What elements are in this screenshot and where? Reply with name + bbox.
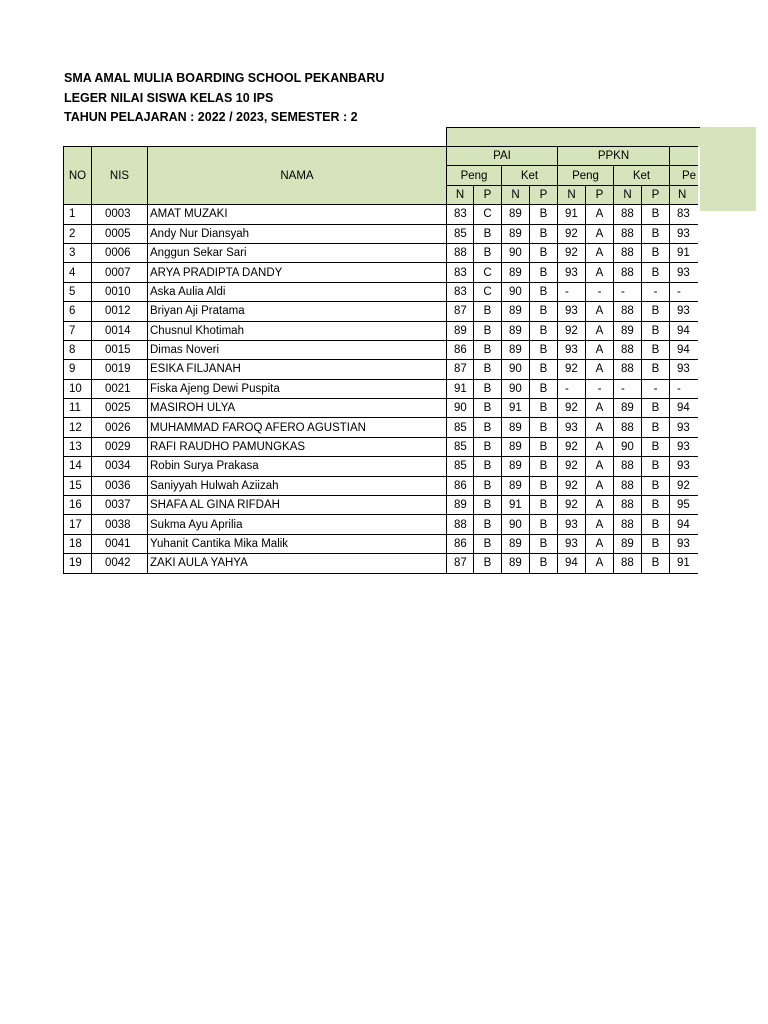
grade-predicate: B [530,496,558,515]
row-nis: 0014 [92,321,148,340]
grade-predicate: A [586,476,614,495]
grade-value: 91 [447,379,474,398]
grade-predicate: B [642,554,670,573]
grade-predicate: B [642,263,670,282]
row-nis: 0012 [92,302,148,321]
grade-value: 92 [558,224,586,243]
grade-value: 90 [502,282,530,301]
grade-value: 89 [502,418,530,437]
grade-value: 83 [447,205,474,224]
row-nis: 0038 [92,515,148,534]
grade-predicate: B [530,457,558,476]
row-nama: Aska Aulia Aldi [148,282,447,301]
grade-value: 92 [558,243,586,262]
grade-value: 93 [670,302,698,321]
grade-predicate: - [642,282,670,301]
grade-predicate: B [474,437,502,456]
table-row [64,243,698,262]
row-nama: Briyan Aji Pratama [148,302,447,321]
grade-predicate: B [530,321,558,340]
grade-value: 85 [447,457,474,476]
grade-value: 90 [502,379,530,398]
row-nama: ZAKI AULA YAHYA [148,554,447,573]
grade-value: 92 [558,399,586,418]
grade-value: 89 [502,534,530,553]
row-nama: ARYA PRADIPTA DANDY [148,263,447,282]
table-row [64,282,698,301]
grade-value: 89 [502,302,530,321]
grade-value: 88 [614,243,642,262]
grade-predicate: B [530,224,558,243]
row-nama: Yuhanit Cantika Mika Malik [148,534,447,553]
table-row [64,302,698,321]
grade-predicate: B [474,534,502,553]
grade-predicate: B [642,496,670,515]
grade-predicate: C [474,263,502,282]
header-band [446,127,700,147]
row-no: 1 [64,205,92,224]
grade-predicate: B [642,224,670,243]
grade-value: 94 [558,554,586,573]
grade-value: 94 [670,340,698,359]
table-row [64,418,698,437]
grade-value: 85 [447,224,474,243]
row-nama: MUHAMMAD FAROQ AFERO AGUSTIAN [148,418,447,437]
grade-predicate: B [530,554,558,573]
row-nama: MASIROH ULYA [148,399,447,418]
subject-header-pai: PAI [447,147,558,166]
table-row [64,263,698,282]
grade-predicate: - [642,379,670,398]
grade-predicate: B [642,534,670,553]
row-nis: 0041 [92,534,148,553]
row-nis: 0021 [92,379,148,398]
table-row [64,534,698,553]
grade-value: 93 [558,534,586,553]
grade-value: 92 [558,496,586,515]
grade-predicate: B [474,515,502,534]
grade-value: 93 [670,418,698,437]
table-row [64,321,698,340]
grade-predicate: A [586,457,614,476]
row-nis: 0005 [92,224,148,243]
grade-predicate: B [530,437,558,456]
np-header: P [642,185,670,204]
row-nis: 0025 [92,399,148,418]
grade-predicate: B [642,243,670,262]
grade-value: 90 [502,243,530,262]
row-nama: Robin Surya Prakasa [148,457,447,476]
row-no: 6 [64,302,92,321]
grade-predicate: B [530,399,558,418]
grade-value: 88 [614,554,642,573]
report-title: LEGER NILAI SISWA KELAS 10 IPS [64,90,274,105]
grade-value: 91 [670,554,698,573]
grade-value: 94 [670,321,698,340]
grade-predicate: B [642,476,670,495]
grade-value: 88 [614,205,642,224]
table-row [64,360,698,379]
grade-predicate: - [586,379,614,398]
col-header-no: NO [64,147,92,205]
grade-value: 89 [502,554,530,573]
row-no: 7 [64,321,92,340]
grade-sheet [63,127,700,579]
grade-value: 93 [558,340,586,359]
np-header: P [586,185,614,204]
grade-value: 90 [502,360,530,379]
grade-value: 89 [502,340,530,359]
subject-header-ppkn: PPKN [558,147,670,166]
grade-value: 88 [614,457,642,476]
row-no: 17 [64,515,92,534]
grade-value: - [614,379,642,398]
grade-predicate: B [474,243,502,262]
grade-predicate: B [642,418,670,437]
grade-value: 93 [670,360,698,379]
grade-value: 94 [670,515,698,534]
academic-year: TAHUN PELAJARAN : 2022 / 2023, SEMESTER : 2 [64,110,358,124]
grade-value: 86 [447,340,474,359]
row-nama: Chusnul Khotimah [148,321,447,340]
header-band-overflow [700,127,756,211]
grade-value: 90 [502,515,530,534]
grade-predicate: B [530,418,558,437]
grade-value: - [670,379,698,398]
grade-value: 89 [502,205,530,224]
grade-value: 91 [558,205,586,224]
row-no: 16 [64,496,92,515]
grade-value: 89 [614,321,642,340]
grade-value: 87 [447,554,474,573]
grade-predicate: B [474,476,502,495]
grade-predicate: C [474,205,502,224]
grade-value: 88 [614,360,642,379]
grade-predicate: B [642,457,670,476]
subheader-pe: Pe [670,166,698,185]
grade-predicate: A [586,496,614,515]
grade-value: 93 [558,515,586,534]
grade-value: 89 [447,496,474,515]
row-nis: 0029 [92,437,148,456]
grade-value: 92 [670,476,698,495]
grade-predicate: B [642,302,670,321]
grade-value: 88 [614,224,642,243]
row-no: 10 [64,379,92,398]
row-nama: RAFI RAUDHO PAMUNGKAS [148,437,447,456]
grade-predicate: A [586,302,614,321]
row-nama: Anggun Sekar Sari [148,243,447,262]
grade-value: - [614,282,642,301]
grade-predicate: B [530,340,558,359]
subject-header-pe [670,147,698,166]
grade-predicate: B [530,534,558,553]
grade-value: 86 [447,476,474,495]
row-no: 9 [64,360,92,379]
grade-value: 93 [670,437,698,456]
grade-predicate: B [530,282,558,301]
table-row [64,205,698,224]
grade-predicate: A [586,418,614,437]
grade-predicate: B [474,302,502,321]
grade-predicate: B [530,379,558,398]
grade-predicate: B [474,418,502,437]
grade-predicate: B [530,243,558,262]
grade-predicate: A [586,321,614,340]
grade-predicate: B [474,554,502,573]
subheader-ket: Ket [502,166,558,185]
grade-predicate: A [586,205,614,224]
row-nama: Fiska Ajeng Dewi Puspita [148,379,447,398]
grade-value: 92 [558,457,586,476]
table-row [64,476,698,495]
grade-value: 94 [670,399,698,418]
table-row [64,340,698,359]
grade-value: - [558,282,586,301]
row-no: 12 [64,418,92,437]
grade-predicate: B [474,340,502,359]
grade-value: 88 [614,263,642,282]
subheader-peng: Peng [447,166,502,185]
row-nama: Andy Nur Diansyah [148,224,447,243]
grade-predicate: A [586,554,614,573]
np-header: N [558,185,586,204]
grade-value: 88 [614,340,642,359]
grade-predicate: B [530,515,558,534]
grade-value: 89 [502,263,530,282]
school-name: SMA AMAL MULIA BOARDING SCHOOL PEKANBARU [64,71,385,85]
row-no: 14 [64,457,92,476]
grade-value: 92 [558,437,586,456]
row-nis: 0006 [92,243,148,262]
grade-predicate: A [586,534,614,553]
row-nis: 0010 [92,282,148,301]
grade-value: 85 [447,437,474,456]
row-nis: 0019 [92,360,148,379]
table-row [64,496,698,515]
grade-value: - [558,379,586,398]
grade-table [63,146,698,574]
table-row [64,437,698,456]
table-row [64,457,698,476]
row-nama: SHAFA AL GINA RIFDAH [148,496,447,515]
row-nama: Saniyyah Hulwah Aziizah [148,476,447,495]
row-nama: AMAT MUZAKI [148,205,447,224]
row-nis: 0007 [92,263,148,282]
grade-predicate: B [474,399,502,418]
row-nis: 0036 [92,476,148,495]
grade-value: 95 [670,496,698,515]
grade-value: 88 [614,302,642,321]
grade-value: 86 [447,534,474,553]
row-no: 4 [64,263,92,282]
grade-value: 91 [502,399,530,418]
grade-value: 93 [558,418,586,437]
grade-predicate: B [530,476,558,495]
grade-predicate: B [530,360,558,379]
grade-predicate: B [474,379,502,398]
grade-value: 88 [614,476,642,495]
grade-value: 89 [614,534,642,553]
row-no: 11 [64,399,92,418]
grade-value: 83 [447,282,474,301]
row-no: 3 [64,243,92,262]
row-nis: 0003 [92,205,148,224]
grade-predicate: A [586,263,614,282]
grade-value: 87 [447,360,474,379]
grade-predicate: B [474,496,502,515]
grade-value: 87 [447,302,474,321]
table-row [64,399,698,418]
grade-predicate: A [586,243,614,262]
grade-predicate: B [530,302,558,321]
grade-predicate: C [474,282,502,301]
grade-predicate: B [642,515,670,534]
row-nis: 0042 [92,554,148,573]
subheader-ket: Ket [614,166,670,185]
grade-value: 89 [502,437,530,456]
grade-value: 90 [614,437,642,456]
grade-value: 89 [502,457,530,476]
grade-predicate: A [586,437,614,456]
row-nis: 0034 [92,457,148,476]
grade-value: 89 [502,224,530,243]
grade-value: 88 [614,418,642,437]
col-header-nis: NIS [92,147,148,205]
grade-predicate: B [642,360,670,379]
table-row [64,224,698,243]
grade-predicate: B [474,360,502,379]
row-nis: 0037 [92,496,148,515]
np-header: P [530,185,558,204]
row-nama: ESIKA FILJANAH [148,360,447,379]
grade-predicate: B [642,399,670,418]
grade-predicate: B [642,205,670,224]
grade-predicate: B [474,224,502,243]
np-header: N [614,185,642,204]
grade-predicate: A [586,399,614,418]
table-row [64,515,698,534]
grade-predicate: B [474,457,502,476]
grade-predicate: B [530,263,558,282]
grade-value: 93 [670,263,698,282]
col-header-nama: NAMA [148,147,447,205]
grade-value: 89 [447,321,474,340]
grade-value: 83 [670,205,698,224]
grade-value: 92 [558,321,586,340]
grade-value: 93 [670,224,698,243]
row-no: 2 [64,224,92,243]
grade-value: 93 [558,302,586,321]
grade-value: 92 [558,360,586,379]
table-row [64,554,698,573]
row-no: 8 [64,340,92,359]
grade-predicate: A [586,515,614,534]
np-header: N [447,185,474,204]
row-nis: 0026 [92,418,148,437]
row-nis: 0015 [92,340,148,359]
row-no: 5 [64,282,92,301]
grade-value: 88 [614,515,642,534]
grade-value: - [670,282,698,301]
grade-value: 88 [447,243,474,262]
row-no: 19 [64,554,92,573]
subheader-peng: Peng [558,166,614,185]
np-header: N [502,185,530,204]
grade-predicate: A [586,224,614,243]
document-header [64,69,384,128]
row-nama: Sukma Ayu Aprilia [148,515,447,534]
grade-value: 88 [447,515,474,534]
grade-predicate: A [586,340,614,359]
grade-value: 89 [502,476,530,495]
grade-value: 91 [670,243,698,262]
grade-value: 90 [447,399,474,418]
grade-value: 91 [502,496,530,515]
grade-value: 88 [614,496,642,515]
np-header: N [670,185,698,204]
grade-value: 83 [447,263,474,282]
grade-value: 93 [670,534,698,553]
grade-value: 92 [558,476,586,495]
grade-value: 93 [558,263,586,282]
grade-predicate: - [586,282,614,301]
np-header: P [474,185,502,204]
row-no: 13 [64,437,92,456]
row-no: 15 [64,476,92,495]
row-nama: Dimas Noveri [148,340,447,359]
grade-predicate: B [642,340,670,359]
grade-predicate: B [530,205,558,224]
grade-value: 89 [502,321,530,340]
grade-value: 89 [614,399,642,418]
table-row [64,379,698,398]
grade-value: 85 [447,418,474,437]
grade-predicate: B [642,437,670,456]
grade-predicate: B [642,321,670,340]
grade-predicate: A [586,360,614,379]
grade-value: 93 [670,457,698,476]
grade-predicate: B [474,321,502,340]
row-no: 18 [64,534,92,553]
